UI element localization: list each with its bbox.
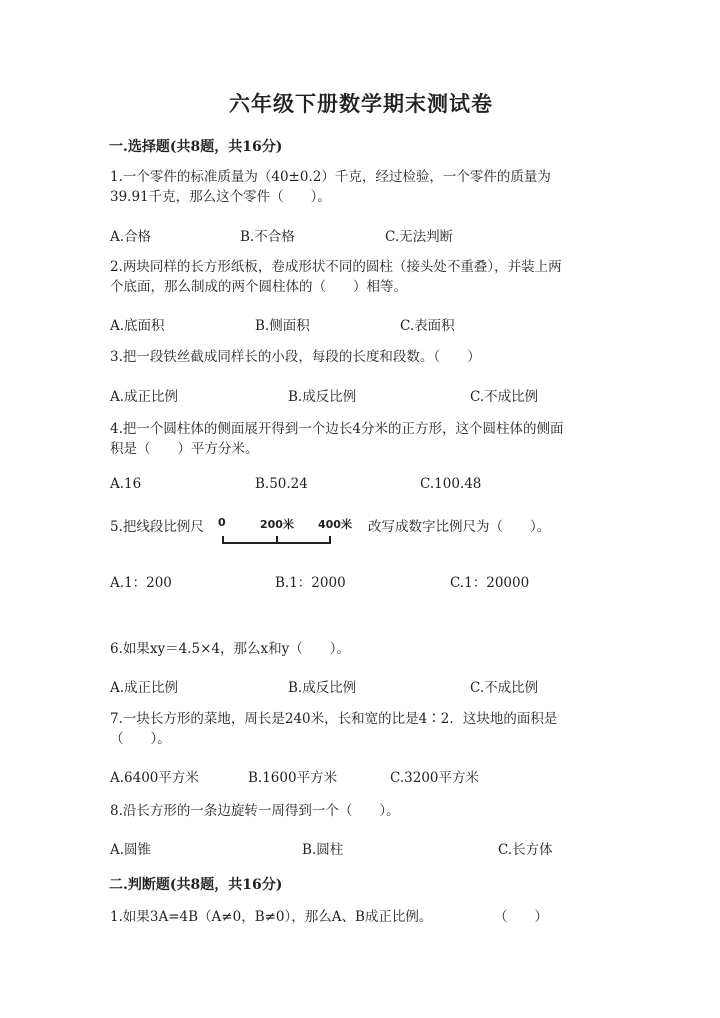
question-1-option-c: C.无法判断 (385, 229, 454, 245)
question-8-line-1: 8.沿长方形的一条边旋转一周得到一个（ ）。 (110, 803, 400, 819)
question-4-option-c: C.100.48 (420, 476, 482, 492)
question-7-option-c: C.3200平方米 (390, 770, 479, 786)
question-5-option-b: B.1：2000 (275, 575, 346, 591)
question-5-option-c: C.1：20000 (450, 575, 530, 591)
question-7-option-b: B.1600平方米 (248, 770, 338, 786)
question-4-line-2: 积是（ ）平方分米。 (110, 441, 259, 457)
question-2-option-b: B.侧面积 (255, 318, 310, 334)
question-6-option-b: B.成反比例 (288, 680, 357, 696)
question-2-option-c: C.表面积 (400, 318, 455, 334)
question-6-line-1: 6.如果xy＝4.5×4，那么x和y（ ）。 (110, 641, 350, 657)
scale-bar (214, 514, 359, 550)
page-title: 六年级下册数学期末测试卷 (229, 91, 493, 116)
question-3-option-c: C.不成比例 (470, 389, 539, 405)
scale-label-200: 200米 (260, 518, 294, 531)
question-6-option-c: C.不成比例 (470, 680, 539, 696)
section-heading-judgement: 二.判断题(共8题，共16分) (109, 877, 283, 893)
question-6-option-a: A.成正比例 (110, 680, 179, 696)
judgement-question-1: 1.如果3A=4B（A≠0，B≠0），那么A、B成正比例。 (110, 909, 433, 925)
question-1-line-1: 1.一个零件的标准质量为（40±0.2）千克，经过检验，一个零件的质量为 (110, 169, 551, 185)
question-5-option-a: A.1：200 (110, 575, 172, 591)
question-1-option-a: A.合格 (110, 229, 152, 245)
question-2-option-a: A.底面积 (110, 318, 165, 334)
scale-label-400: 400米 (318, 518, 352, 531)
question-1-option-b: B.不合格 (240, 229, 295, 245)
question-7-line-1: 7.一块长方形的菜地，周长是240米，长和宽的比是4∶2．这块地的面积是 (110, 711, 558, 727)
question-3-line-1: 3.把一段铁丝截成同样长的小段，每段的长度和段数。（ ） (110, 349, 481, 365)
question-7-line-2: （ ）。 (110, 731, 171, 747)
question-3-option-b: B.成反比例 (288, 389, 357, 405)
question-4-option-b: B.50.24 (255, 476, 308, 492)
judgement-question-1-blank: （ ） (494, 909, 548, 925)
question-2-line-1: 2.两块同样的长方形纸板，卷成形状不同的圆柱（接头处不重叠），并装上两 (110, 259, 562, 275)
question-8-option-b: B.圆柱 (302, 842, 344, 858)
question-1-line-2: 39.91千克，那么这个零件（ ）。 (110, 189, 331, 205)
question-5-prefix: 5.把线段比例尺 (110, 519, 204, 535)
question-7-option-a: A.6400平方米 (110, 770, 199, 786)
question-2-line-2: 个底面，那么制成的两个圆柱体的（ ）相等。 (110, 279, 407, 295)
question-8-option-a: A.圆锥 (110, 842, 152, 858)
question-4-line-1: 4.把一个圆柱体的侧面展开得到一个边长4分米的正方形，这个圆柱体的侧面 (110, 421, 564, 437)
linear-scale-figure (214, 514, 359, 550)
section-heading-choice: 一.选择题(共8题，共16分) (109, 139, 283, 155)
question-3-option-a: A.成正比例 (110, 389, 179, 405)
scale-label-0: 0 (218, 516, 226, 529)
question-8-option-c: C.长方体 (498, 842, 553, 858)
question-5-suffix: 改写成数字比例尺为（ ）。 (368, 519, 551, 535)
question-4-option-a: A.16 (110, 476, 142, 492)
